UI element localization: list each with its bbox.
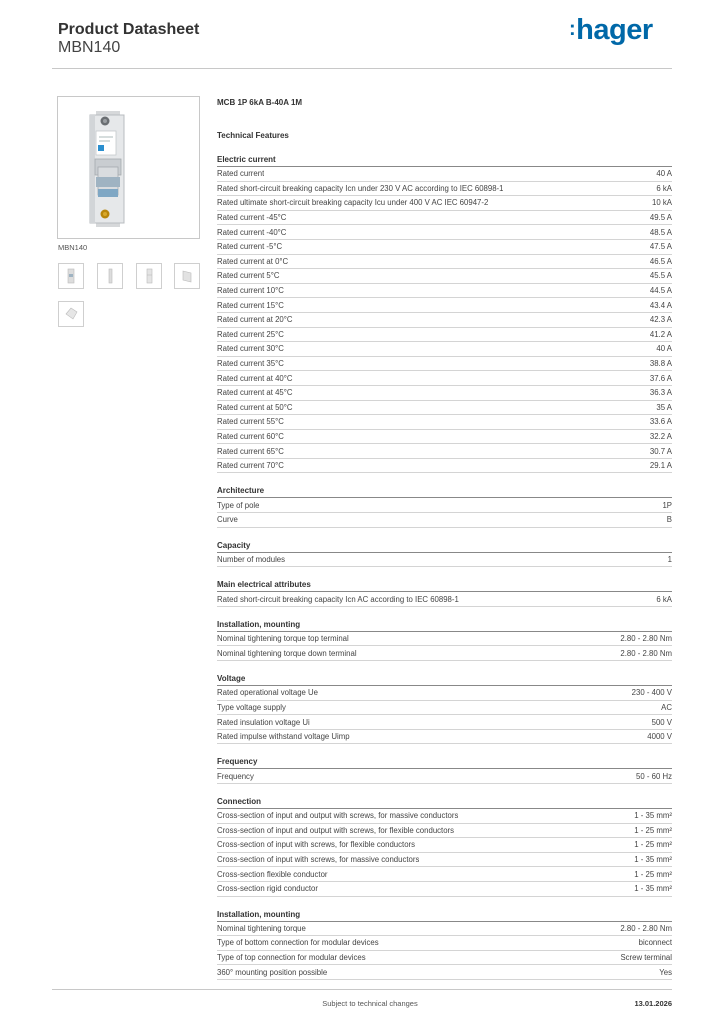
spec-row xyxy=(217,936,672,951)
spec-row xyxy=(217,269,672,284)
spec-label: Rated current at 20°C xyxy=(217,315,293,325)
spec-row xyxy=(217,371,672,386)
footer-divider xyxy=(52,989,672,990)
spec-label: Type of top connection for modular devices xyxy=(217,953,366,963)
spec-value: 40 A xyxy=(656,169,672,179)
spec-section xyxy=(217,909,672,980)
brand-name: hager xyxy=(576,14,653,46)
spec-value: 44.5 A xyxy=(649,286,672,296)
section-title: Architecture xyxy=(217,485,672,498)
model-line: MCB 1P 6kA B-40A 1M xyxy=(217,98,303,107)
spec-label: Rated current at 45°C xyxy=(217,388,293,398)
spec-row xyxy=(217,211,672,226)
spec-value: 1P xyxy=(662,500,672,510)
section-gap xyxy=(217,607,672,619)
spec-label: Rated current 5°C xyxy=(217,271,280,281)
footer-date: 13.01.2026 xyxy=(634,999,672,1008)
thumbnail-side[interactable] xyxy=(97,263,123,289)
spec-label: Cross-section rigid conductor xyxy=(217,884,318,894)
spec-label: Curve xyxy=(217,515,238,525)
spec-value: 1 - 35 mm² xyxy=(634,884,672,894)
spec-row xyxy=(217,284,672,299)
spec-value: 1 - 35 mm² xyxy=(634,855,672,865)
spec-section xyxy=(217,756,672,784)
section-title: Capacity xyxy=(217,540,672,553)
spec-row xyxy=(217,715,672,730)
spec-section xyxy=(217,673,672,744)
spec-label: Rated current xyxy=(217,169,265,179)
spec-value: 37.6 A xyxy=(649,373,672,383)
section-gap xyxy=(217,784,672,796)
spec-value: 1 - 25 mm² xyxy=(634,869,672,879)
thumbnail-angle[interactable] xyxy=(58,301,84,327)
spec-value: Yes xyxy=(659,967,672,977)
spec-label: Rated current -45°C xyxy=(217,213,287,223)
thumb-rear-icon xyxy=(137,264,161,288)
page-title: Product Datasheet xyxy=(58,21,200,38)
spec-label: Rated current 15°C xyxy=(217,300,284,310)
spec-value: 47.5 A xyxy=(649,242,672,252)
spec-label: Rated short-circuit breaking capacity Icn under 230 V AC according to IEC 60898-1 xyxy=(217,183,504,193)
spec-value: 40 A xyxy=(656,344,672,354)
section-title: Frequency xyxy=(217,756,672,769)
spec-value: 30.7 A xyxy=(649,446,672,456)
spec-value: Screw terminal xyxy=(620,953,672,963)
spec-label: Rated current 55°C xyxy=(217,417,284,427)
spec-row xyxy=(217,225,672,240)
spec-label: Number of modules xyxy=(217,554,286,564)
spec-row xyxy=(217,401,672,416)
spec-row xyxy=(217,922,672,937)
spec-row xyxy=(217,415,672,430)
spec-section xyxy=(217,154,672,473)
spec-value: 10 kA xyxy=(652,198,672,208)
section-title: Main electrical attributes xyxy=(217,579,672,592)
logo-dots-icon: : xyxy=(569,18,576,40)
spec-label: Rated short-circuit breaking capacity Icn AC according to IEC 60898-1 xyxy=(217,594,459,604)
spec-section xyxy=(217,485,672,527)
spec-label: Rated current 25°C xyxy=(217,329,284,339)
spec-row xyxy=(217,965,672,980)
spec-row xyxy=(217,298,672,313)
product-code: MBN140 xyxy=(58,39,121,56)
spec-section xyxy=(217,619,672,661)
thumb-side-icon xyxy=(98,264,122,288)
spec-value: 48.5 A xyxy=(649,227,672,237)
section-title: Voltage xyxy=(217,673,672,686)
spec-value: 2.80 - 2.80 Nm xyxy=(620,634,672,644)
section-gap xyxy=(217,473,672,485)
spec-label: Rated current at 40°C xyxy=(217,373,293,383)
spec-row xyxy=(217,444,672,459)
spec-value: B xyxy=(666,515,672,525)
spec-label: Nominal tightening torque down terminal xyxy=(217,648,357,658)
spec-row xyxy=(217,853,672,868)
section-gap xyxy=(217,567,672,579)
spec-label: Cross-section flexible conductor xyxy=(217,869,328,879)
spec-row xyxy=(217,701,672,716)
spec-label: Nominal tightening torque top terminal xyxy=(217,634,349,644)
brand-logo xyxy=(569,14,653,47)
thumbnail-iso[interactable] xyxy=(174,263,200,289)
spec-value: biconnect xyxy=(638,938,672,948)
spec-label: Cross-section of input with screws, for flexible conductors xyxy=(217,840,416,850)
section-gap xyxy=(217,897,672,909)
spec-label: Cross-section of input and output with screws, for flexible conductors xyxy=(217,825,455,835)
spec-value: 50 - 60 Hz xyxy=(636,771,672,781)
spec-row xyxy=(217,513,672,528)
section-title: Installation, mounting xyxy=(217,619,672,632)
spec-row xyxy=(217,882,672,897)
spec-label: Rated current at 0°C xyxy=(217,256,289,266)
spec-value: 45.5 A xyxy=(649,271,672,281)
spec-value: 49.5 A xyxy=(649,213,672,223)
spec-section xyxy=(217,579,672,607)
spec-row xyxy=(217,459,672,474)
spec-label: Rated current 30°C xyxy=(217,344,284,354)
spec-row xyxy=(217,182,672,197)
spec-label: Cross-section of input with screws, for massive conductors xyxy=(217,855,420,865)
spec-row xyxy=(217,632,672,647)
spec-row xyxy=(217,313,672,328)
spec-value: 6 kA xyxy=(656,183,672,193)
spec-label: Rated current 70°C xyxy=(217,461,284,471)
spec-row xyxy=(217,646,672,661)
spec-row xyxy=(217,255,672,270)
spec-row xyxy=(217,167,672,182)
spec-label: Frequency xyxy=(217,771,254,781)
spec-label: 360° mounting position possible xyxy=(217,967,328,977)
spec-value: 1 - 25 mm² xyxy=(634,840,672,850)
spec-row xyxy=(217,196,672,211)
spec-row xyxy=(217,386,672,401)
spec-value: 1 - 35 mm² xyxy=(634,811,672,821)
spec-sections xyxy=(217,154,672,980)
spec-value: 41.2 A xyxy=(649,329,672,339)
spec-value: 33.6 A xyxy=(649,417,672,427)
spec-label: Nominal tightening torque xyxy=(217,923,306,933)
thumbnail-rear[interactable] xyxy=(136,263,162,289)
spec-value: 43.4 A xyxy=(649,300,672,310)
circuit-breaker-illustration xyxy=(58,97,199,238)
section-title: Connection xyxy=(217,796,672,809)
section-gap xyxy=(217,744,672,756)
spec-row xyxy=(217,342,672,357)
spec-value: 2.80 - 2.80 Nm xyxy=(620,648,672,658)
section-gap xyxy=(217,661,672,673)
section-title: Electric current xyxy=(217,154,672,167)
spec-label: Rated current at 50°C xyxy=(217,402,293,412)
spec-row xyxy=(217,430,672,445)
spec-row xyxy=(217,730,672,745)
spec-row xyxy=(217,867,672,882)
spec-value: 29.1 A xyxy=(649,461,672,471)
spec-row xyxy=(217,824,672,839)
thumb-angle-icon xyxy=(59,302,83,326)
spec-label: Type of bottom connection for modular devices xyxy=(217,938,379,948)
thumb-iso-icon xyxy=(175,264,199,288)
spec-row xyxy=(217,357,672,372)
technical-features-heading: Technical Features xyxy=(217,131,289,140)
thumbnail-front[interactable] xyxy=(58,263,84,289)
spec-value: 230 - 400 V xyxy=(631,688,672,698)
spec-row xyxy=(217,809,672,824)
section-gap xyxy=(217,528,672,540)
spec-value: 46.5 A xyxy=(649,256,672,266)
spec-row xyxy=(217,240,672,255)
spec-label: Rated insulation voltage Ui xyxy=(217,717,310,727)
spec-value: 1 xyxy=(667,554,672,564)
spec-label: Type voltage supply xyxy=(217,702,286,712)
spec-value: 32.2 A xyxy=(649,431,672,441)
spec-label: Rated impulse withstand voltage Uimp xyxy=(217,732,350,742)
spec-label: Rated current -5°C xyxy=(217,242,283,252)
spec-label: Type of pole xyxy=(217,500,260,510)
spec-row xyxy=(217,838,672,853)
image-caption: MBN140 xyxy=(58,243,88,252)
spec-value: 2.80 - 2.80 Nm xyxy=(620,923,672,933)
spec-value: 36.3 A xyxy=(649,388,672,398)
spec-value: 6 kA xyxy=(656,594,672,604)
spec-label: Rated current 60°C xyxy=(217,431,284,441)
spec-label: Rated current 10°C xyxy=(217,286,284,296)
spec-label: Rated current 65°C xyxy=(217,446,284,456)
spec-label: Rated current -40°C xyxy=(217,227,287,237)
spec-value: AC xyxy=(661,702,672,712)
spec-section xyxy=(217,796,672,897)
product-image xyxy=(57,96,200,239)
header-divider xyxy=(52,68,672,69)
spec-row xyxy=(217,498,672,513)
spec-section xyxy=(217,540,672,568)
spec-value: 42.3 A xyxy=(649,315,672,325)
spec-row xyxy=(217,686,672,701)
spec-row xyxy=(217,951,672,966)
spec-value: 1 - 25 mm² xyxy=(634,825,672,835)
spec-row xyxy=(217,592,672,607)
spec-label: Rated current 35°C xyxy=(217,359,284,369)
spec-value: 500 V xyxy=(651,717,672,727)
spec-row xyxy=(217,328,672,343)
spec-label: Cross-section of input and output with screws, for massive conductors xyxy=(217,811,459,821)
spec-label: Rated ultimate short-circuit breaking capacity Icu under 400 V AC IEC 60947-2 xyxy=(217,198,489,208)
footer-note: Subject to technical changes xyxy=(322,999,418,1008)
thumb-front-icon xyxy=(59,264,83,288)
spec-row xyxy=(217,553,672,568)
section-title: Installation, mounting xyxy=(217,909,672,922)
spec-value: 35 A xyxy=(656,402,672,412)
spec-row xyxy=(217,769,672,784)
spec-label: Rated operational voltage Ue xyxy=(217,688,318,698)
spec-value: 38.8 A xyxy=(649,359,672,369)
spec-value: 4000 V xyxy=(647,732,672,742)
specifications xyxy=(217,96,672,980)
